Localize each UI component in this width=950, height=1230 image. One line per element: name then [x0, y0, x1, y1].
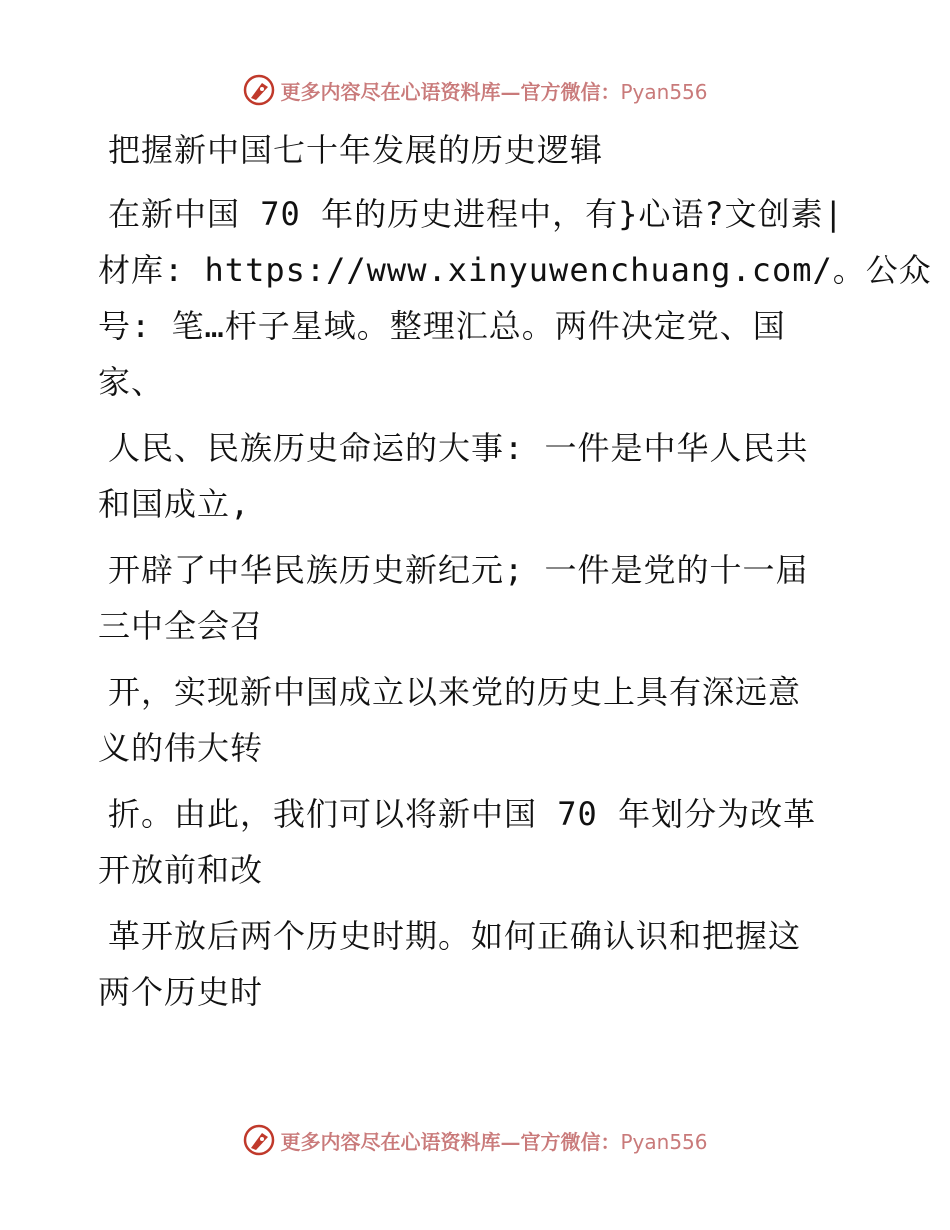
- watermark-banner-top: [0, 70, 950, 110]
- paragraph: 开辟了中华民族历史新纪元; 一件是党的十一届 三中全会召: [98, 551, 809, 645]
- watermark-banner-bottom: [0, 1120, 950, 1160]
- paragraph: 革开放后两个历史时期。如何正确认识和把握这 两个历史时: [98, 917, 802, 1011]
- paragraph: 人民、民族历史命运的大事: 一件是中华人民共 和国成立,: [98, 429, 809, 523]
- document-body: [98, 122, 932, 1030]
- wechat-id: Pyan556: [620, 79, 708, 104]
- paragraph: 折。由此，我们可以将新中国 70 年划分为改革 开放前和改: [98, 795, 817, 889]
- watermark-text: 更多内容尽在心语资料库—官方微信：Pyan556: [280, 79, 708, 104]
- paragraph: 在新中国 70 年的历史进程中，有}心语?文创素| 材库: https://www.xinyuwenchuang.com/。公众 号: 笔…杆子星域。整理汇总。两件决定党、国 家、: [98, 195, 932, 401]
- document-title: 把握新中国七十年发展的历史逻辑: [108, 131, 604, 169]
- paragraph: 开，实现新中国成立以来党的历史上具有深远意 义的伟大转: [98, 673, 802, 767]
- pen-nib-logo-icon: [242, 73, 276, 107]
- watermark-text: 更多内容尽在心语资料库—官方微信：Pyan556: [280, 1129, 708, 1154]
- pen-nib-logo-icon: [242, 1123, 276, 1157]
- wechat-id: Pyan556: [620, 1129, 708, 1154]
